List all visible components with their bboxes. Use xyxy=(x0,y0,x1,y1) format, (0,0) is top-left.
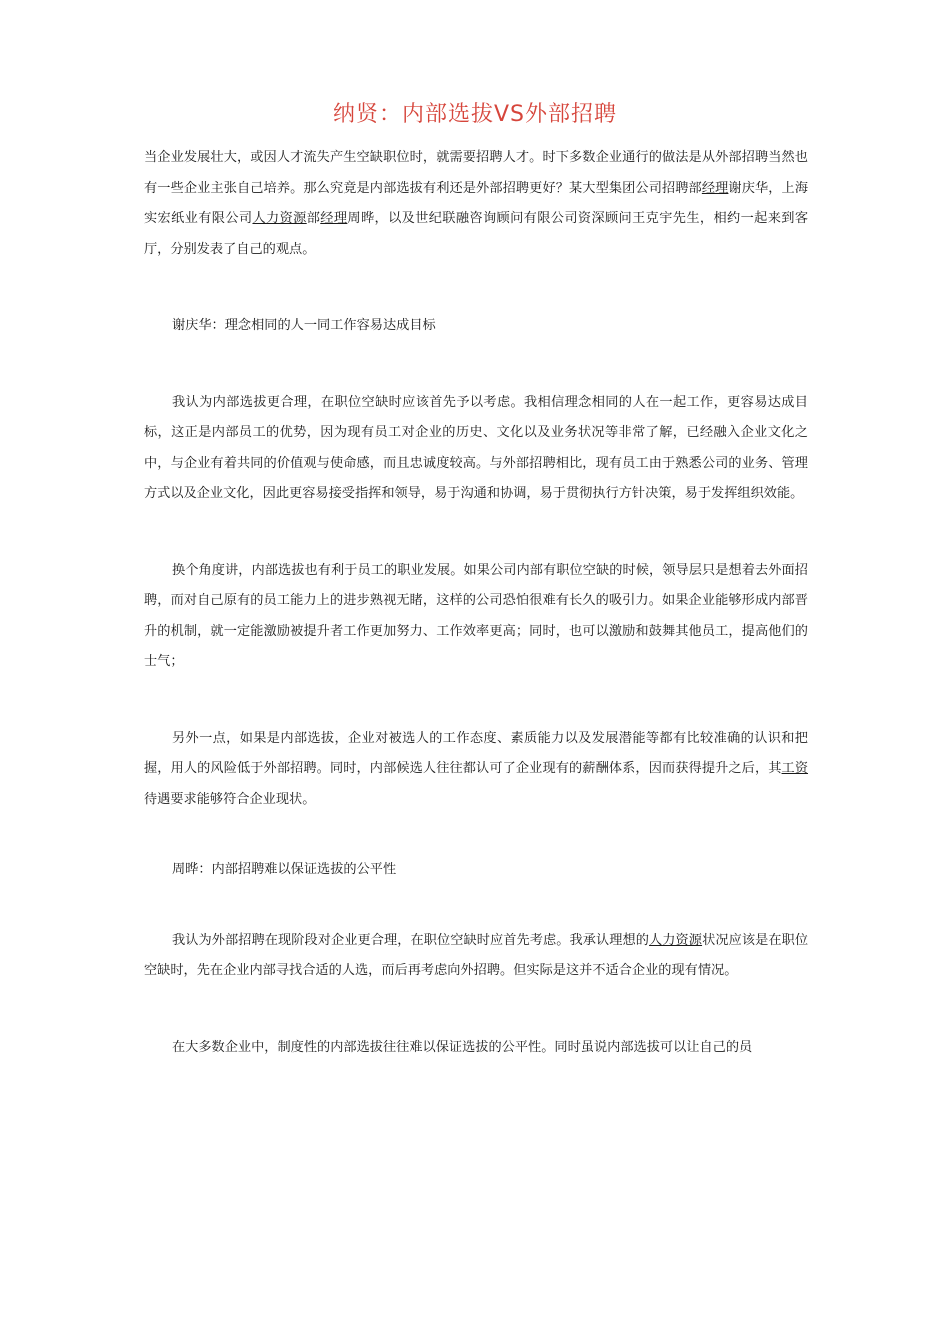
spacer xyxy=(144,987,808,1033)
paragraph-risk xyxy=(144,724,808,816)
p3-text-1: 另外一点，如果是内部选拔，企业对被选人的工作态度、素质能力以及发展潜能等都有比较准确的认识和把握，用人的风险低于外部招聘。同时，内部候选人往往都认可了企业现有的薪酬体系，因而获得提升之后，其 xyxy=(144,730,808,776)
paragraph-internal-advantages: 我认为内部选拔更合理，在职位空缺时应该首先予以考虑。我相信理念相同的人在一起工作，更容易达成目标，这正是内部员工的优势，因为现有员工对企业的历史、文化以及业务状况等非常了解，已经融入企业文化之中，与企业有着共同的价值观与使命感，而且忠诚度较高。与外部招聘相比，现有员工由于熟悉公司的业务、管理方式以及企业文化，因此更容易接受指挥和领导，易于沟通和协调，易于贯彻执行方针决策，易于发挥组织效能。 xyxy=(144,394,808,501)
p4-text-1: 我认为外部招聘在现阶段对企业更合理，在职位空缺时应首先考虑。我承认理想的 xyxy=(172,932,650,948)
p4-text-2: 状况应该是在职位空缺时，先在企业内部寻找合适的人选，而后再考虑向外招聘。但实际是这并不适合企业的现有情况。 xyxy=(144,932,809,978)
spacer xyxy=(144,342,808,388)
spacer xyxy=(144,678,808,724)
intro-text-2: 谢庆华，上海实宏纸业有限公司 xyxy=(144,180,809,226)
link-human-resources-2[interactable]: 人力资源 xyxy=(649,932,703,948)
link-manager-2[interactable]: 经理 xyxy=(320,211,348,226)
spacer xyxy=(144,815,808,855)
document-body xyxy=(144,143,808,1063)
paragraph-external-recruiting xyxy=(144,926,808,987)
p3-text-2: 待遇要求能够符合企业现状。 xyxy=(144,791,316,807)
document-title: 纳贤：内部选拔VS外部招聘 xyxy=(332,102,617,127)
spacer xyxy=(144,886,808,926)
spacer xyxy=(144,265,808,311)
paragraph-fairness: 在大多数企业中，制度性的内部选拔往往难以保证选拔的公平性。同时虽说内部选拔可以让自己的员 xyxy=(172,1039,753,1055)
paragraph-career-development: 换个角度讲，内部选拔也有利于员工的职业发展。如果公司内部有职位空缺的时候，领导层只是想着去外面招聘，而对自己原有的员工能力上的进步熟视无睹，这样的公司恐怕很难有长久的吸引力。如果企业能够形成内部晋升的机制，就一定能激励被提升者工作更加努力、工作效率更高；同时，也可以激励和鼓舞其他员工，提高他们的士气； xyxy=(144,562,808,669)
intro-text-4: 周晔，以及世纪联融咨询顾问有限公司资深顾问王克宇先生，相约一起来到客厅，分别发表了自己的观点。 xyxy=(144,211,809,257)
link-human-resources-1[interactable]: 人力资源 xyxy=(252,211,307,226)
section-heading-xie: 谢庆华：理念相同的人一同工作容易达成目标 xyxy=(172,318,436,333)
link-salary[interactable]: 工资 xyxy=(781,761,809,776)
link-manager-1[interactable]: 经理 xyxy=(701,180,729,196)
section-heading-zhou: 周晔：内部招聘难以保证选拔的公平性 xyxy=(172,862,397,877)
spacer xyxy=(144,510,808,556)
intro-paragraph xyxy=(144,143,808,265)
intro-text-1: 当企业发展壮大，或因人才流失产生空缺职位时，就需要招聘人才。时下多数企业通行的做法是从外部招聘当然也有一些企业主张自己培养。那么究竟是内部选拔有利还是外部招聘更好？某大型集团公司招聘部 xyxy=(144,150,808,196)
intro-text-3: 部 xyxy=(306,211,321,226)
